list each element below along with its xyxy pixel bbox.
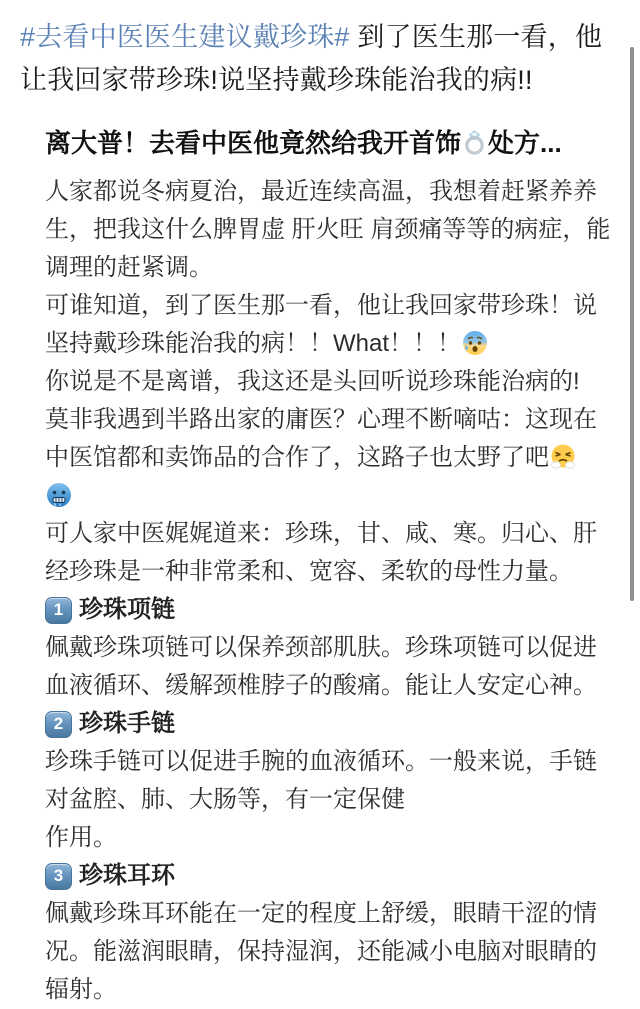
- article-title-suffix: 处方...: [488, 128, 562, 158]
- section-heading-label: 珍珠项链: [79, 596, 175, 623]
- anxious-face-with-sweat-emoji: [461, 329, 489, 357]
- article-title-text: 离大普！去看中医他竟然给我开首饰: [45, 128, 462, 158]
- paragraph-text: 佩戴珍珠项链可以保养颈部肌肤。珍珠项链可以促进血液循环、缓解颈椎脖子的酸痛。能让人安定心神。: [45, 634, 597, 699]
- paragraph: [45, 515, 614, 591]
- paragraph-text: 你说是不是离谱，我这还是头回听说珍珠能治病的!: [45, 368, 580, 395]
- paragraph-text: 可人家中医娓娓道来：珍珠，甘、咸、寒。归心、肝经珍珠是一种非常柔和、宽容、柔软的母性力量。: [45, 520, 597, 585]
- paragraph: [45, 895, 614, 1009]
- section-heading-label: 珍珠手链: [79, 710, 175, 737]
- paragraph: [45, 629, 614, 705]
- ring-emoji: [461, 127, 488, 154]
- section-heading-necklace: [45, 591, 614, 629]
- section-heading-bracelet: [45, 705, 614, 743]
- paragraph-text: 珍珠手链可以促进手腕的血液循环。一般来说，手链对盆腔、肺、大肠等，有一定保健: [45, 748, 597, 813]
- article-card: [45, 123, 614, 1009]
- paragraph: [45, 477, 614, 515]
- cold-face-emoji: [45, 481, 73, 509]
- section-heading-label: 珍珠耳环: [79, 862, 175, 889]
- paragraph-text: 人家都说冬病夏治，最近连续高温，我想着赶紧养养生，把我这什么脾胃虚 肝火旺 肩颈痛等等的病症，能调理的赶紧调。: [45, 178, 611, 281]
- paragraph: [45, 819, 614, 857]
- scrollbar-thumb[interactable]: [630, 47, 634, 601]
- paragraph: [45, 173, 614, 287]
- paragraph: [45, 287, 614, 363]
- keycap-2-icon: 2: [45, 711, 72, 738]
- paragraph-text: 作用。: [45, 824, 117, 851]
- face-with-steam-emoji: [549, 443, 577, 471]
- section-heading-earrings: [45, 857, 614, 895]
- keycap-3-icon: 3: [45, 863, 72, 890]
- post-header-text: 到了医生那一看，他让我回家带珍珠!说坚持戴珍珠能治我的病!!: [20, 22, 603, 95]
- paragraph-text: 佩戴珍珠耳环能在一定的程度上舒缓，眼睛干涩的情况。能滋润眼睛，保持湿润，还能减小电脑对眼睛的辐射。: [45, 900, 597, 1003]
- article-title[interactable]: [45, 123, 614, 163]
- paragraph-text: 莫非我遇到半路出家的庸医？心理不断嘀咕：这现在中医馆都和卖饰品的合作了，这路子也太野了吧: [45, 406, 597, 471]
- paragraph: [45, 363, 614, 401]
- topic-hashtag-link[interactable]: #去看中医医生建议戴珍珠#: [20, 22, 350, 52]
- post-header: [0, 0, 640, 102]
- paragraph: [45, 401, 614, 477]
- keycap-1-icon: 1: [45, 597, 72, 624]
- paragraph-text: 可谁知道，到了医生那一看，他让我回家带珍珠！说坚持戴珍珠能治我的病！！What！！！: [45, 292, 597, 357]
- paragraph: [45, 743, 614, 819]
